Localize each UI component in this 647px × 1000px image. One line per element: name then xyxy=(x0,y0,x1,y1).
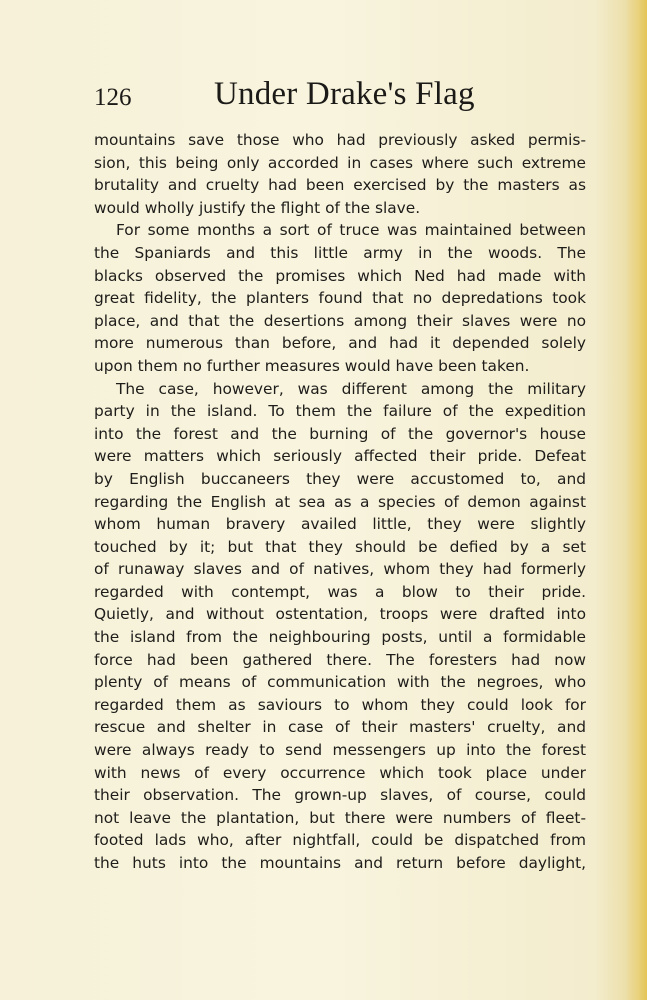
text-line: sion, this being only accorded in cases where such extreme xyxy=(94,153,586,172)
text-line: force had been gathered there. The foresters had now xyxy=(94,650,586,669)
text-line: touched by it; but that they should be defied by a set xyxy=(94,537,586,556)
text-line: rescue and shelter in case of their masters' cruelty, and xyxy=(94,718,586,737)
text-line: the Spaniards and this little army in the woods. The xyxy=(94,243,586,262)
text-line: place, and that the desertions among their slaves were no xyxy=(94,311,586,330)
text-line: brutality and cruelty had been exercised by the masters as xyxy=(94,176,586,195)
text-line: plenty of means of communication with the negroes, who xyxy=(94,673,586,692)
text-line: of runaway slaves and of natives, whom they had formerly xyxy=(94,560,586,579)
text-line: regarding the English at sea as a species of demon against xyxy=(94,492,586,511)
text-line: the island from the neighbouring posts, until a formidable xyxy=(94,628,586,647)
text-line: whom human bravery availed little, they were slightly xyxy=(94,515,586,534)
text-line: upon them no further measures would have been taken. xyxy=(94,356,530,375)
text-line: footed lads who, after nightfall, could be dispatched from xyxy=(94,831,586,850)
text-line: into the forest and the burning of the governor's house xyxy=(94,424,586,443)
text-line: For some months a sort of truce was maintained between xyxy=(116,221,586,240)
text-line: not leave the plantation, but there were numbers of fleet- xyxy=(94,808,586,827)
text-line: their observation. The grown-up slaves, of course, could xyxy=(94,786,586,805)
text-line: party in the island. To them the failure of the expedition xyxy=(94,402,586,421)
text-line: by English buccaneers they were accustomed to, and xyxy=(94,469,586,488)
text-line: would wholly justify the flight of the slave. xyxy=(94,198,421,217)
text-line: with news of every occurrence which took place under xyxy=(94,763,586,782)
text-line: were matters which seriously affected their pride. Defeat xyxy=(94,447,586,466)
text-line: were always ready to send messengers up into the forest xyxy=(94,741,586,760)
page-edge-tint xyxy=(625,0,647,1000)
text-line: The case, however, was different among the military xyxy=(116,379,586,398)
text-line: mountains save those who had previously asked permis- xyxy=(94,131,586,149)
text-line: regarded them as saviours to whom they could look for xyxy=(94,695,586,714)
running-head-title: Under Drake's Flag xyxy=(214,76,475,112)
text-line: Quietly, and without ostentation, troops were drafted into xyxy=(94,605,586,624)
page-number: 126 xyxy=(94,84,132,111)
text-line: great fidelity, the planters found that no depredations took xyxy=(94,289,586,308)
running-head xyxy=(94,72,586,118)
text-line: blacks observed the promises which Ned had made with xyxy=(94,266,586,285)
text-line: more numerous than before, and had it depended solely xyxy=(94,334,586,353)
text-line: the huts into the mountains and return before daylight, xyxy=(94,854,586,872)
text-line: regarded with contempt, was a blow to their pride. xyxy=(94,582,586,601)
body-text xyxy=(94,129,586,875)
